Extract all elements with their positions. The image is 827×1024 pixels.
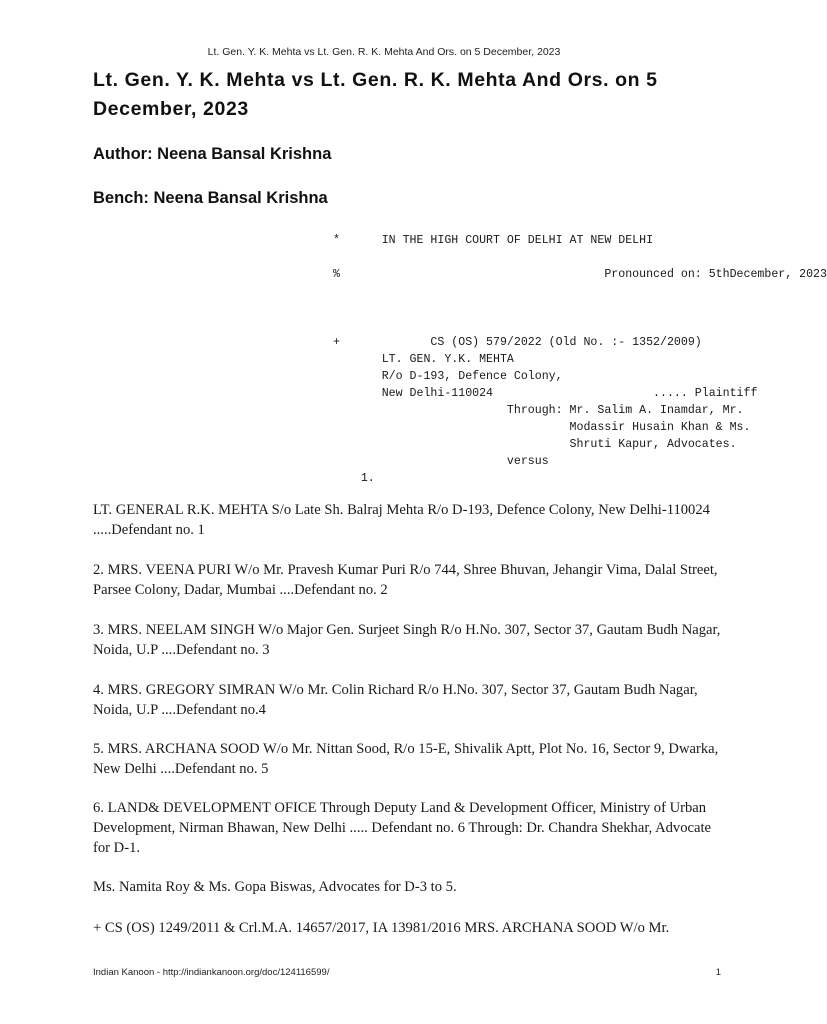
footer-source-link[interactable]: Indian Kanoon - http://indiankanoon.org/doc/124116599/ xyxy=(93,967,330,978)
defendant-6-paragraph: 6. LAND& DEVELOPMENT OFICE Through Deputy Land & Development Officer, Ministry of Urban Development, Nirman Bhawan, New Delhi ..... Defendant no. 6 Through: Dr. Chandra Shekhar, Advocate for D-1. xyxy=(93,800,712,856)
running-header: Lt. Gen. Y. K. Mehta vs Lt. Gen. R. K. Mehta And Ors. on 5 December, 2023 xyxy=(207,46,561,58)
defendant-2-paragraph: 2. MRS. VEENA PURI W/o Mr. Pravesh Kumar Puri R/o 744, Shree Bhuvan, Jehangir Vima, Dalal Street, Parsee Colony, Dadar, Mumbai ....Defendant no. 2 xyxy=(93,562,718,598)
document-title: Lt. Gen. Y. K. Mehta vs Lt. Gen. R. K. Mehta And Ors. on 5 December, 2023 xyxy=(93,69,658,120)
defendant-4-paragraph: 4. MRS. GREGORY SIMRAN W/o Mr. Colin Richard R/o H.No. 307, Sector 37, Gautam Budh Nagar, Noida, U.P ....Defendant no.4 xyxy=(93,682,698,718)
defendant-1-paragraph: LT. GENERAL R.K. MEHTA S/o Late Sh. Balraj Mehta R/o D-193, Defence Colony, New Delhi-110024 .....Defendant no. 1 xyxy=(93,502,710,538)
case-header-block: * IN THE HIGH COURT OF DELHI AT NEW DELHI % Pronounced on: 5thDecember, 2023 + CS (OS) 579/2022 (Old No. :- 1352/2009) LT. GEN. Y.K. MEHTA R/o D-193, Defence Colony, New Delhi-110024 ..... Plaintiff Through: Mr. Salim A. Inamdar, Mr. Modassir Husain Khan & Ms. Shruti Kapur, Advocates. versus 1. xyxy=(333,234,827,485)
second-suit-paragraph: + CS (OS) 1249/2011 & Crl.M.A. 14657/2017, IA 13981/2016 MRS. ARCHANA SOOD W/o Mr. xyxy=(93,920,670,936)
advocates-paragraph: Ms. Namita Roy & Ms. Gopa Biswas, Advocates for D-3 to 5. xyxy=(93,879,457,895)
bench-line: Bench: Neena Bansal Krishna xyxy=(93,189,328,207)
defendant-5-paragraph: 5. MRS. ARCHANA SOOD W/o Mr. Nittan Sood, R/o 15-E, Shivalik Aptt, Plot No. 16, Sector 9, Dwarka, New Delhi ....Defendant no. 5 xyxy=(93,741,719,777)
defendant-3-paragraph: 3. MRS. NEELAM SINGH W/o Major Gen. Surjeet Singh R/o H.No. 307, Sector 37, Gautam Budh Nagar, Noida, U.P ....Defendant no. 3 xyxy=(93,622,721,658)
page-number: 1 xyxy=(715,967,721,978)
author-line: Author: Neena Bansal Krishna xyxy=(93,145,332,163)
